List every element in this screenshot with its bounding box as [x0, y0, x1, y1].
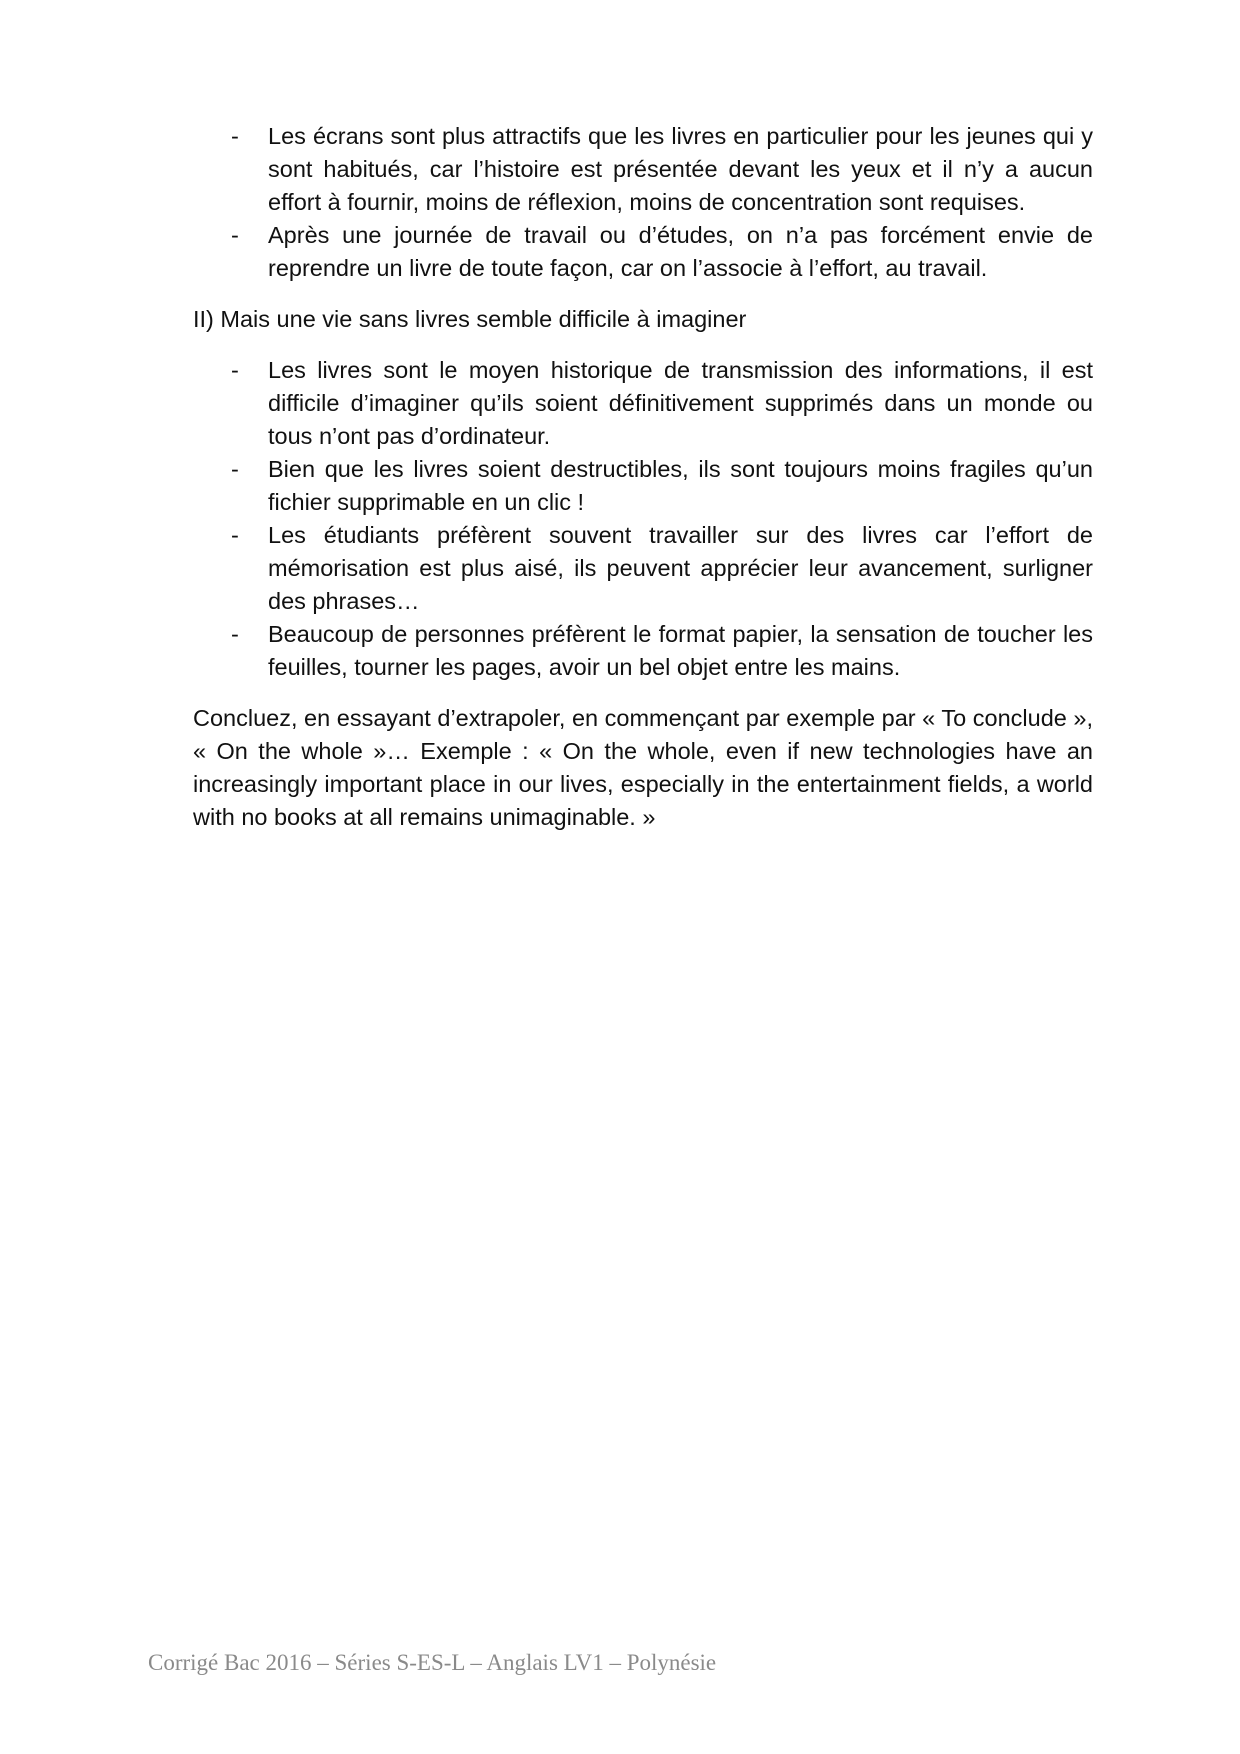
list-item [193, 519, 1093, 618]
page-footer: Corrigé Bac 2016 – Séries S-ES-L – Anglais LV1 – Polynésie [148, 1650, 717, 1675]
list-item [193, 354, 1093, 453]
list-item-text: Les étudiants préfèrent souvent travailler sur des livres car l’effort de mémorisation est plus aisé, ils peuvent apprécier leur avancement, surligner des phrases… [268, 522, 1093, 614]
spacer [193, 285, 1093, 303]
conclusion-paragraph: Concluez, en essayant d’extrapoler, en commençant par exemple par « To conclude », « On the whole »… Exemple : « On the whole, even if new technologies have an increasingly important place in our lives, especially in the entertainment fields, a world with no books at all remains unimaginable. » [193, 705, 1093, 830]
spacer [193, 684, 1093, 702]
list-item [193, 219, 1093, 285]
list-item-text: Les écrans sont plus attractifs que les livres en particulier pour les jeunes qui y sont habitués, car l’histoire est présentée devant les yeux et il n’y a aucun effort à fournir, moins de réflexion, moins de concentration sont requises. [268, 123, 1093, 215]
bullet-dash: - [231, 621, 239, 647]
bullet-dash: - [231, 357, 239, 383]
bullet-dash: - [231, 456, 239, 482]
spacer [193, 336, 1093, 354]
list-item-text: Les livres sont le moyen historique de transmission des informations, il est difficile d’imaginer qu’ils soient définitivement supprimés dans un monde ou tous n’ont pas d’ordinateur. [268, 357, 1093, 449]
list-item [193, 453, 1093, 519]
document-body [193, 120, 1093, 834]
bullet-dash: - [231, 522, 239, 548]
list-item-text: Bien que les livres soient destructibles, ils sont toujours moins fragiles qu’un fichier supprimable en un clic ! [268, 456, 1093, 515]
bullet-dash: - [231, 123, 239, 149]
section-one-list [193, 120, 1093, 285]
list-item-text: Beaucoup de personnes préfèrent le format papier, la sensation de toucher les feuilles, tourner les pages, avoir un bel objet entre les mains. [268, 621, 1093, 680]
bullet-dash: - [231, 222, 239, 248]
list-item-text: Après une journée de travail ou d’études, on n’a pas forcément envie de reprendre un livre de toute façon, car on l’associe à l’effort, au travail. [268, 222, 1093, 281]
section-two-list [193, 354, 1093, 684]
list-item [193, 120, 1093, 219]
section-heading: II) Mais une vie sans livres semble difficile à imaginer [193, 306, 747, 332]
list-item [193, 618, 1093, 684]
